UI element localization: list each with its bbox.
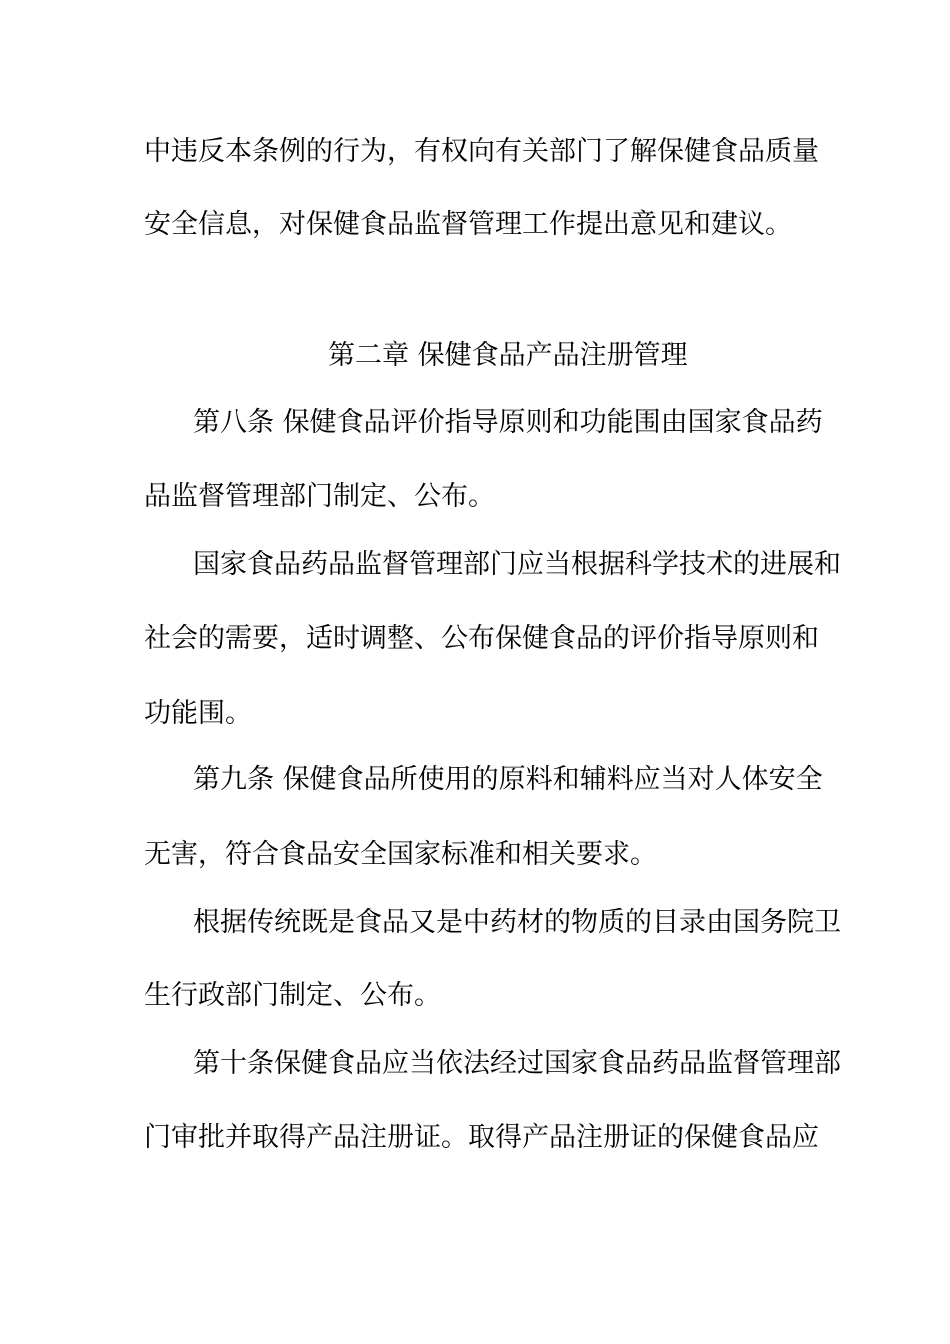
- paragraph-line: 无害，符合食品安全国家标准和相关要求。: [144, 839, 657, 870]
- paragraph-line: 功能围。: [144, 698, 252, 729]
- paragraph-line: 门审批并取得产品注册证。取得产品注册证的保健食品应: [144, 1122, 819, 1153]
- paragraph-line: 国家食品药品监督管理部门应当根据科学技术的进展和: [193, 549, 841, 580]
- paragraph-line: 社会的需要，适时调整、公布保健食品的评价指导原则和: [144, 623, 819, 654]
- article-line: 第八条 保健食品评价指导原则和功能围由国家食品药: [193, 407, 823, 438]
- paragraph-line: 生行政部门制定、公布。: [144, 980, 441, 1011]
- chapter-heading: 第二章 保健食品产品注册管理: [328, 340, 688, 371]
- article-line: 第十条保健食品应当依法经过国家食品药品监督管理部: [193, 1048, 841, 1079]
- paragraph-line: 品监督管理部门制定、公布。: [144, 481, 495, 512]
- paragraph-line: 根据传统既是食品又是中药材的物质的目录由国务院卫: [193, 907, 841, 938]
- paragraph-line: 安全信息，对保健食品监督管理工作提出意见和建议。: [144, 209, 792, 240]
- paragraph-line: 中违反本条例的行为，有权向有关部门了解保健食品质量: [144, 136, 819, 167]
- article-line: 第九条 保健食品所使用的原料和辅料应当对人体安全: [193, 764, 823, 795]
